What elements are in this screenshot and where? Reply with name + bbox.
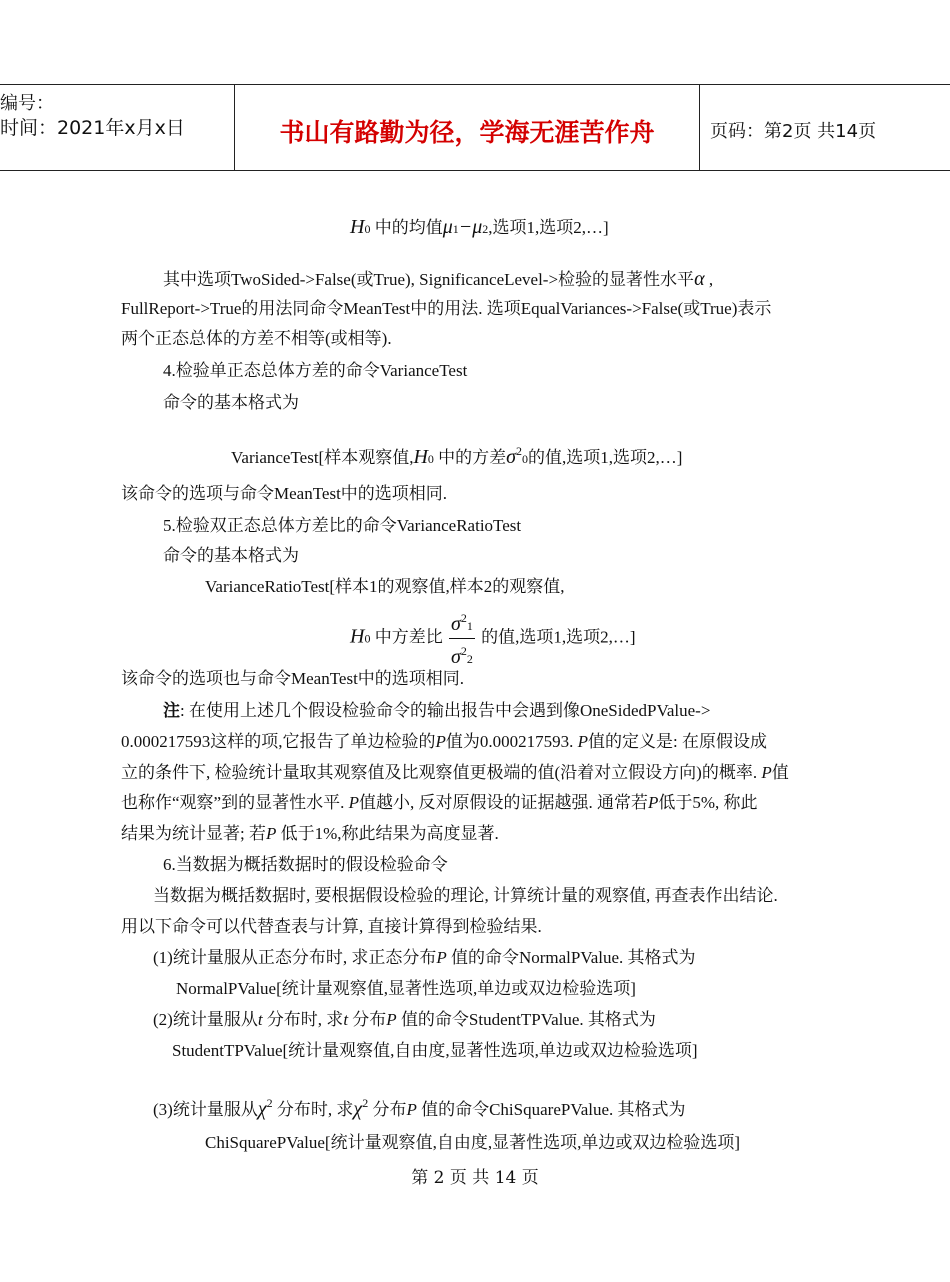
- doc-number-label: 编号：: [0, 93, 54, 114]
- paragraph-line: 命令的基本格式为: [163, 393, 299, 412]
- paragraph-line: 结果为统计显著; 若P 低于1%,称此结果为高度显著.: [121, 824, 499, 843]
- section-heading: 6.当数据为概括数据时的假设检验命令: [163, 855, 448, 874]
- note-label: 注: [163, 701, 180, 720]
- command-format-line: StudentTPValue[统计量观察值,自由度,显著性选项,单边或双边检验选项]: [172, 1041, 698, 1060]
- paragraph-line: 0.000217593这样的项,它报告了单边检验的P值为0.000217593. P值的定义是: 在原假设成: [121, 732, 768, 751]
- paragraph-line: (1)统计量服从正态分布时, 求正态分布P 值的命令NormalPValue. 其格式为: [153, 948, 696, 967]
- formula-variance-ratio-line: H0 中方差比 $\frac{\sigma^21}{\sigma^22}$ 的值,选项1,选项2,…]: [350, 606, 636, 671]
- page-footer: 第 2 页 共 14 页: [411, 1168, 539, 1188]
- command-format-line: ChiSquarePValue[统计量观察值,自由度,显著性选项,单边或双边检验选项]: [205, 1133, 741, 1152]
- command-format-line: NormalPValue[统计量观察值,显著性选项,单边或双边检验选项]: [176, 979, 636, 998]
- paragraph-line: 当数据为概括数据时, 要根据假设检验的理论, 计算统计量的观察值, 再查表作出结论.: [153, 886, 778, 905]
- paragraph-line: 命令的基本格式为: [163, 546, 299, 565]
- paragraph-line: 该命令的选项也与命令MeanTest中的选项相同.: [121, 669, 465, 688]
- paragraph-line: 用以下命令可以代替查表与计算, 直接计算得到检验结果.: [121, 917, 542, 936]
- paragraph-line: 其中选项TwoSided->False(或True), SignificanceLevel->检验的显著性水平α ,: [163, 268, 714, 290]
- header-center-cell: [234, 85, 700, 170]
- paragraph-line: 两个正态总体的方差不相等(或相等).: [121, 329, 392, 348]
- paragraph-line: FullReport->True的用法同命令MeanTest中的用法. 选项EqualVariances->False(或True)表示: [121, 299, 772, 318]
- paragraph-line: 立的条件下, 检验统计量取其观察值及比观察值更极端的值(沿着对立假设方向)的概率. P值: [121, 763, 789, 782]
- section-heading: 4.检验单正态总体方差的命令VarianceTest: [163, 361, 468, 380]
- paragraph-line: 该命令的选项与命令MeanTest中的选项相同.: [121, 484, 448, 503]
- sigma-ratio-fraction: $\frac{\sigma^21}{\sigma^22}$: [449, 606, 475, 671]
- paragraph-line: (3)统计量服从$\chi^2$ 分布时, 求$\chi^2$ 分布P 值的命令ChiSquarePValue. 其格式为: [153, 1096, 686, 1120]
- doc-time-label: 时间：2021年x月x日: [0, 117, 185, 139]
- page-header: [0, 84, 950, 171]
- formula-mean-test-line: H0 中的均值μ1−μ2,选项1,选项2,…]: [350, 216, 609, 238]
- note-line: 注: 在使用上述几个假设检验命令的输出报告中会遇到像OneSidedPValue->: [163, 701, 711, 720]
- paragraph-line: (2)统计量服从t 分布时, 求t 分布P 值的命令StudentTPValue. 其格式为: [153, 1010, 656, 1029]
- header-left-cell: [0, 85, 234, 170]
- formula-variance-ratio-line: VarianceRatioTest[样本1的观察值,样本2的观察值,: [205, 577, 565, 596]
- paragraph-line: 也称作“观察”到的显著性水平. P值越小, 反对原假设的证据越强. 通常若P低于5%, 称此: [121, 793, 758, 812]
- header-right-cell: [700, 85, 950, 170]
- formula-variance-test-line: VarianceTest[样本观察值,H0 中的方差$\sigma^20$的值,选项1,选项2,…]: [231, 444, 683, 468]
- header-motto: 书山有路勤为径，学海无涯苦作舟: [279, 118, 655, 147]
- header-page-info: 页码：第2页 共14页: [710, 121, 877, 142]
- section-heading: 5.检验双正态总体方差比的命令VarianceRatioTest: [163, 516, 522, 535]
